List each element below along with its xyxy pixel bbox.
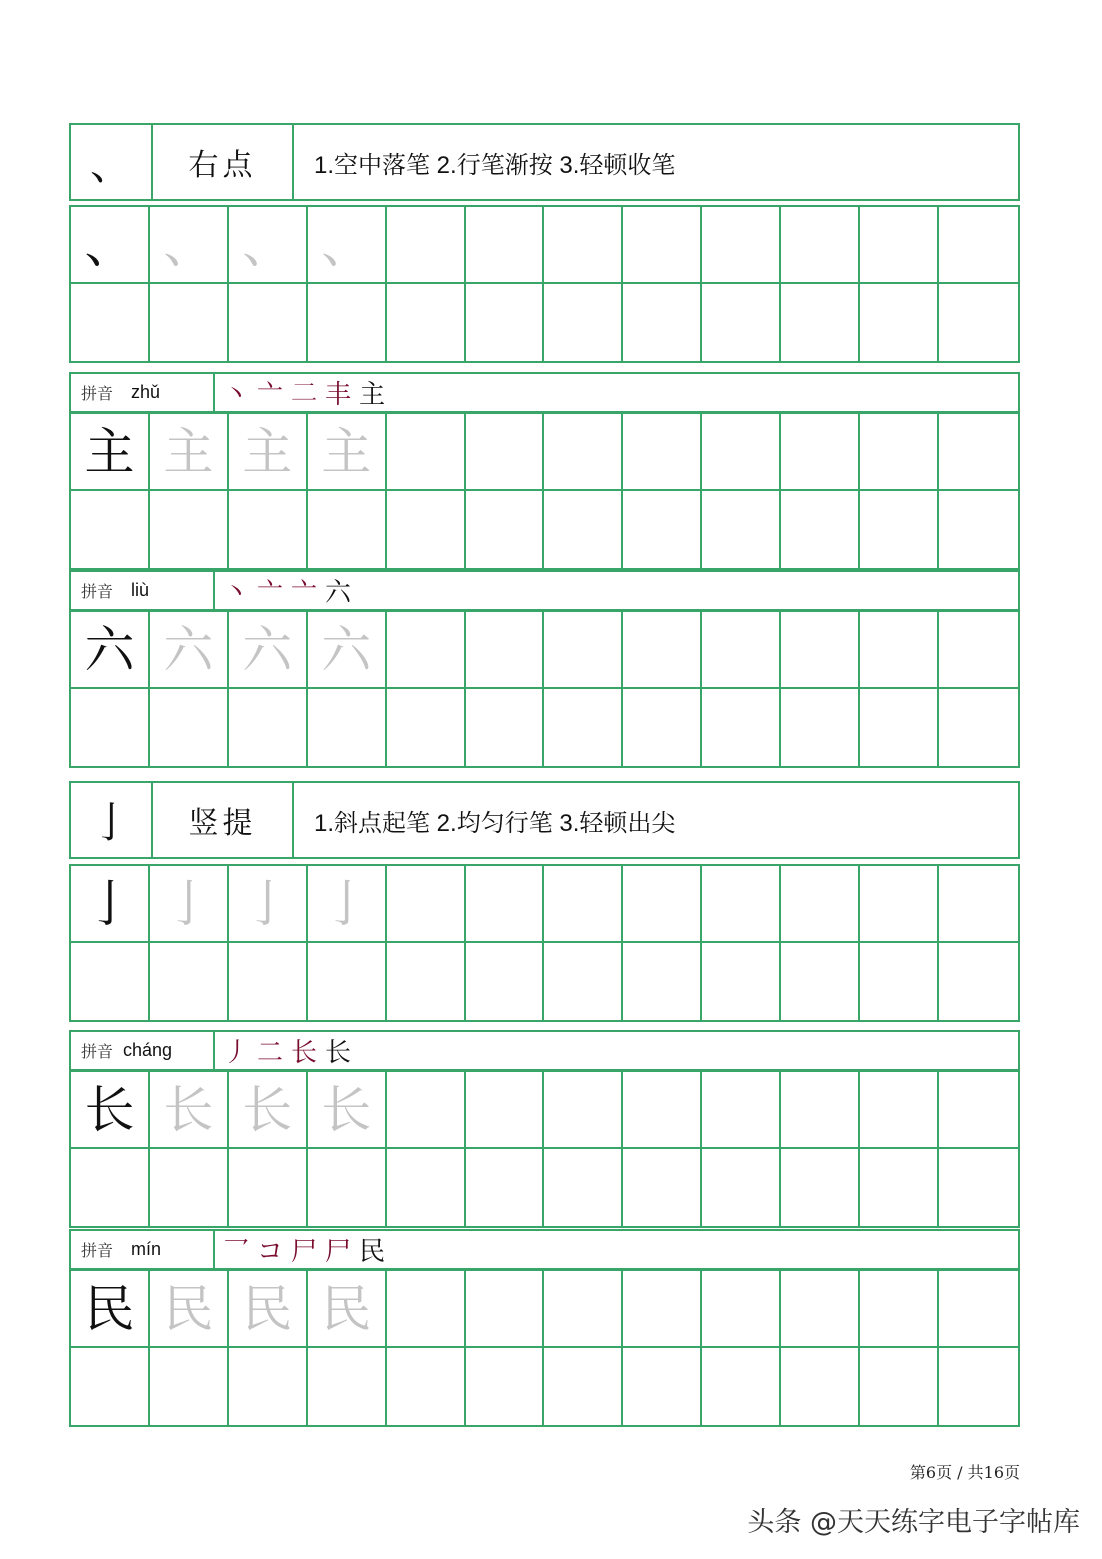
blank-cell: [702, 1149, 781, 1226]
blank-cell: [544, 491, 623, 568]
blank-cell: [466, 866, 545, 943]
blank-cell: [466, 284, 545, 361]
blank-cell: [860, 414, 939, 491]
blank-cell: [544, 284, 623, 361]
blank-cell: [466, 689, 545, 766]
blank-cell: [860, 866, 939, 943]
trace-character: 主: [150, 414, 229, 491]
blank-cell: [387, 1149, 466, 1226]
blank-cell: [229, 1348, 308, 1425]
blank-cell: [702, 414, 781, 491]
blank-cell: [702, 207, 781, 284]
blank-cell: [860, 612, 939, 689]
blank-cell: [781, 689, 860, 766]
blank-cell: [308, 284, 387, 361]
blank-cell: [229, 284, 308, 361]
blank-cell: [939, 207, 1018, 284]
blank-cell: [71, 689, 150, 766]
pinyin-value: zhǔ: [131, 382, 161, 402]
stroke-step: 亠: [291, 578, 318, 608]
blank-cell: [544, 689, 623, 766]
blank-cell: [466, 1271, 545, 1348]
blank-cell: [860, 207, 939, 284]
model-character: 六: [71, 612, 150, 689]
trace-character: 亅: [150, 866, 229, 943]
pinyin-label: 拼音: [81, 1241, 114, 1260]
blank-cell: [860, 689, 939, 766]
stroke-step: 长: [325, 1038, 352, 1068]
stroke-header-vertical-rise: [69, 781, 1020, 859]
trace-character: 、: [308, 207, 387, 284]
blank-cell: [939, 689, 1018, 766]
blank-cell: [623, 1149, 702, 1226]
blank-cell: [387, 1271, 466, 1348]
blank-cell: [623, 943, 702, 1020]
stroke-order: [215, 1231, 393, 1268]
blank-cell: [781, 1348, 860, 1425]
blank-cell: [781, 207, 860, 284]
blank-cell: [860, 1072, 939, 1149]
pinyin-cell: [71, 1231, 215, 1268]
blank-cell: [939, 491, 1018, 568]
blank-cell: [229, 491, 308, 568]
trace-character: 主: [308, 414, 387, 491]
blank-cell: [308, 1348, 387, 1425]
blank-cell: [71, 1149, 150, 1226]
model-character: 主: [71, 414, 150, 491]
blank-cell: [781, 943, 860, 1020]
blank-cell: [150, 284, 229, 361]
stroke-symbol: 亅: [71, 783, 153, 857]
trace-character: 民: [229, 1271, 308, 1348]
blank-cell: [781, 1271, 860, 1348]
blank-cell: [781, 414, 860, 491]
blank-cell: [387, 689, 466, 766]
blank-cell: [544, 414, 623, 491]
stroke-symbol: 、: [71, 125, 153, 199]
blank-cell: [387, 612, 466, 689]
blank-cell: [387, 207, 466, 284]
pinyin-row-min: [69, 1229, 1020, 1270]
blank-cell: [308, 1149, 387, 1226]
blank-cell: [308, 689, 387, 766]
practice-grid-min: [69, 1269, 1020, 1427]
practice-grid-chang: [69, 1070, 1020, 1228]
blank-cell: [623, 1271, 702, 1348]
stroke-step: 丿: [223, 1038, 250, 1068]
blank-cell: [860, 491, 939, 568]
blank-cell: [939, 1149, 1018, 1226]
pinyin-row-liu: [69, 570, 1020, 611]
model-character: 民: [71, 1271, 150, 1348]
model-character: 、: [71, 207, 150, 284]
blank-cell: [939, 414, 1018, 491]
blank-cell: [781, 491, 860, 568]
blank-cell: [150, 1348, 229, 1425]
blank-cell: [939, 1348, 1018, 1425]
pinyin-label: 拼音: [81, 582, 114, 601]
trace-character: 、: [150, 207, 229, 284]
blank-cell: [623, 1348, 702, 1425]
blank-cell: [623, 284, 702, 361]
blank-cell: [623, 414, 702, 491]
blank-cell: [544, 207, 623, 284]
stroke-step: 乛: [223, 1237, 250, 1267]
blank-cell: [939, 943, 1018, 1020]
blank-cell: [939, 1072, 1018, 1149]
blank-cell: [860, 1149, 939, 1226]
blank-cell: [702, 943, 781, 1020]
blank-cell: [623, 612, 702, 689]
model-character: 亅: [71, 866, 150, 943]
blank-cell: [544, 1072, 623, 1149]
stroke-name: 竖提: [153, 783, 294, 857]
stroke-step: 尸: [291, 1237, 318, 1267]
blank-cell: [387, 1348, 466, 1425]
blank-cell: [544, 612, 623, 689]
blank-cell: [860, 1271, 939, 1348]
blank-cell: [702, 612, 781, 689]
blank-cell: [939, 1271, 1018, 1348]
trace-character: 长: [150, 1072, 229, 1149]
pinyin-label: 拼音: [81, 1042, 114, 1061]
blank-cell: [781, 284, 860, 361]
blank-cell: [702, 284, 781, 361]
blank-cell: [466, 612, 545, 689]
blank-cell: [387, 284, 466, 361]
blank-cell: [466, 1348, 545, 1425]
blank-cell: [466, 414, 545, 491]
blank-cell: [702, 1348, 781, 1425]
practice-grid-liu: [69, 610, 1020, 768]
trace-character: 长: [308, 1072, 387, 1149]
blank-cell: [150, 689, 229, 766]
trace-character: 亅: [308, 866, 387, 943]
pinyin-row-chang: [69, 1030, 1020, 1071]
watermark: 头条 @天天练字电子字帖库: [747, 1507, 1080, 1538]
blank-cell: [229, 689, 308, 766]
blank-cell: [623, 866, 702, 943]
blank-cell: [308, 943, 387, 1020]
stroke-step: 亠: [257, 578, 284, 608]
blank-cell: [387, 491, 466, 568]
blank-cell: [781, 1149, 860, 1226]
blank-cell: [229, 1149, 308, 1226]
blank-cell: [71, 491, 150, 568]
stroke-description: 1.斜点起笔 2.均匀行笔 3.轻顿出尖: [314, 809, 676, 837]
blank-cell: [466, 1149, 545, 1226]
pinyin-value: liù: [131, 580, 150, 600]
blank-cell: [702, 689, 781, 766]
trace-character: 六: [150, 612, 229, 689]
blank-cell: [544, 943, 623, 1020]
blank-cell: [939, 866, 1018, 943]
practice-grid-vertical-rise: [69, 864, 1020, 1022]
stroke-step: 丶: [223, 380, 250, 410]
blank-cell: [150, 491, 229, 568]
blank-cell: [150, 943, 229, 1020]
pinyin-value: cháng: [123, 1040, 173, 1060]
blank-cell: [623, 1072, 702, 1149]
blank-cell: [702, 1072, 781, 1149]
stroke-step: 𠄞: [291, 379, 318, 409]
trace-character: 六: [229, 612, 308, 689]
blank-cell: [544, 1271, 623, 1348]
blank-cell: [623, 207, 702, 284]
blank-cell: [623, 491, 702, 568]
blank-cell: [939, 284, 1018, 361]
stroke-step: 丶: [223, 578, 250, 608]
stroke-description: 1.空中落笔 2.行笔渐按 3.轻顿收笔: [314, 151, 676, 179]
stroke-header-right-dot: [69, 123, 1020, 201]
blank-cell: [623, 689, 702, 766]
pinyin-value: mín: [131, 1239, 162, 1259]
stroke-step: 民: [359, 1237, 386, 1267]
blank-cell: [702, 491, 781, 568]
blank-cell: [702, 866, 781, 943]
stroke-order: [215, 374, 393, 411]
blank-cell: [781, 1072, 860, 1149]
stroke-step: コ: [257, 1237, 284, 1267]
blank-cell: [544, 1348, 623, 1425]
blank-cell: [544, 866, 623, 943]
blank-cell: [860, 1348, 939, 1425]
stroke-step: 亠: [257, 380, 284, 410]
pinyin-cell: [71, 1032, 215, 1069]
practice-grid-zhu: [69, 412, 1020, 570]
stroke-step: 六: [325, 578, 352, 608]
blank-cell: [702, 1271, 781, 1348]
blank-cell: [150, 1149, 229, 1226]
blank-cell: [71, 1348, 150, 1425]
blank-cell: [860, 943, 939, 1020]
stroke-order: [215, 1032, 359, 1069]
blank-cell: [387, 866, 466, 943]
stroke-step: 长: [291, 1038, 318, 1068]
pinyin-label: 拼音: [81, 384, 114, 403]
blank-cell: [229, 943, 308, 1020]
blank-cell: [781, 866, 860, 943]
blank-cell: [544, 1149, 623, 1226]
pinyin-row-zhu: [69, 372, 1020, 413]
blank-cell: [860, 284, 939, 361]
blank-cell: [781, 612, 860, 689]
trace-character: 主: [229, 414, 308, 491]
model-character: 长: [71, 1072, 150, 1149]
stroke-step: 尸: [325, 1237, 352, 1267]
blank-cell: [71, 943, 150, 1020]
stroke-name: 右点: [153, 125, 294, 199]
blank-cell: [387, 414, 466, 491]
trace-character: 长: [229, 1072, 308, 1149]
stroke-step: 主: [359, 380, 386, 410]
trace-character: 民: [308, 1271, 387, 1348]
pinyin-cell: [71, 374, 215, 411]
stroke-order: [215, 572, 359, 609]
stroke-step: 丰: [325, 380, 352, 410]
trace-character: 六: [308, 612, 387, 689]
trace-character: 、: [229, 207, 308, 284]
blank-cell: [308, 491, 387, 568]
trace-character: 亅: [229, 866, 308, 943]
blank-cell: [387, 1072, 466, 1149]
blank-cell: [466, 207, 545, 284]
stroke-step: 二: [257, 1038, 284, 1068]
blank-cell: [466, 491, 545, 568]
blank-cell: [466, 943, 545, 1020]
practice-grid-right-dot: [69, 205, 1020, 363]
blank-cell: [939, 612, 1018, 689]
blank-cell: [466, 1072, 545, 1149]
pinyin-cell: [71, 572, 215, 609]
blank-cell: [71, 284, 150, 361]
blank-cell: [387, 943, 466, 1020]
trace-character: 民: [150, 1271, 229, 1348]
page-indicator: 第6页 / 共16页: [909, 1463, 1020, 1482]
